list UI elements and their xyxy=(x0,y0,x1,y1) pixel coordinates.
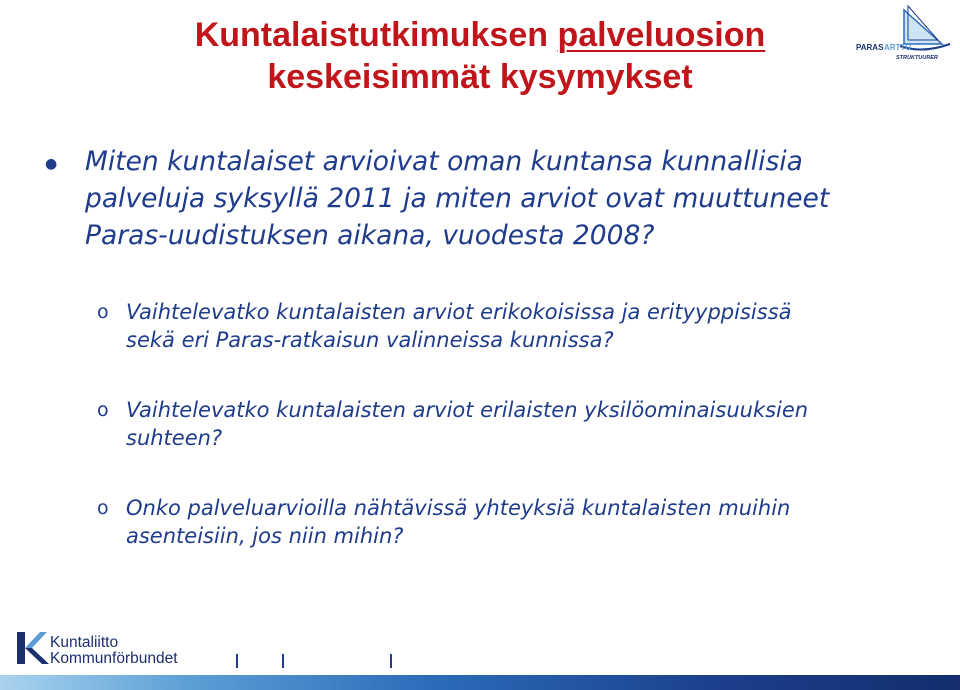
sub-bullet-line: sekä eri Paras-ratkaisun valinneissa kunnissa? xyxy=(126,328,614,352)
footer-divider xyxy=(390,654,392,668)
title-line-2: keskeisimmät kysymykset xyxy=(267,58,693,96)
main-bullet xyxy=(45,143,905,254)
sub-bullet-line: suhteen? xyxy=(126,426,223,450)
logo-word-struktuurer: STRUKTUURER xyxy=(896,55,938,61)
sub-bullet-marker: o xyxy=(97,301,109,323)
sub-bullet-marker: o xyxy=(97,399,109,421)
sub-bullet-line: Vaihtelevatko kuntalaisten arviot erikokoisissa ja erityyppisissä xyxy=(126,300,792,324)
sub-bullet xyxy=(97,494,887,550)
logo-line-1: Kuntaliitto xyxy=(50,634,119,651)
footer-divider xyxy=(282,654,284,668)
sub-bullet-line: asenteisiin, jos niin mihin? xyxy=(126,524,404,548)
kuntaliitto-mark-icon xyxy=(14,626,50,668)
logo-word-paras: PARAS xyxy=(856,43,884,52)
sub-bullet-text xyxy=(126,494,887,550)
slide-title xyxy=(0,14,960,98)
main-bullet-line: Paras-uudistuksen aikana, vuodesta 2008? xyxy=(85,220,655,251)
sub-bullet xyxy=(97,396,887,452)
sub-bullet-line: Vaihtelevatko kuntalaisten arviot erilaisten yksilöominaisuuksien xyxy=(126,398,809,422)
title-line-1 xyxy=(0,14,960,56)
main-bullet-line: Miten kuntalaiset arvioivat oman kuntansa kunnallisia xyxy=(85,146,803,177)
title-text: Kuntalaistutkimuksen xyxy=(194,16,558,54)
footer-divider xyxy=(236,654,238,668)
paras-arttu-logo xyxy=(852,4,954,62)
main-bullet-text xyxy=(85,143,905,254)
logo-line-2: Kommunförbundet xyxy=(50,650,178,667)
title-highlight: palveluosion xyxy=(557,16,766,54)
sub-bullet-marker: o xyxy=(97,497,109,519)
sub-bullet-line: Onko palveluarvioilla nähtävissä yhteyksiä kuntalaisten muihin xyxy=(126,496,791,520)
bullet-dot-icon: ● xyxy=(45,156,58,172)
sub-bullet-text xyxy=(126,396,887,452)
footer-bar xyxy=(0,675,960,690)
logo-word-arttu: ARTTU xyxy=(884,43,912,52)
sub-bullet xyxy=(97,298,887,354)
main-bullet-line: palveluja syksyllä 2011 ja miten arviot ovat muuttuneet xyxy=(85,183,830,214)
sub-bullet-text xyxy=(126,298,887,354)
